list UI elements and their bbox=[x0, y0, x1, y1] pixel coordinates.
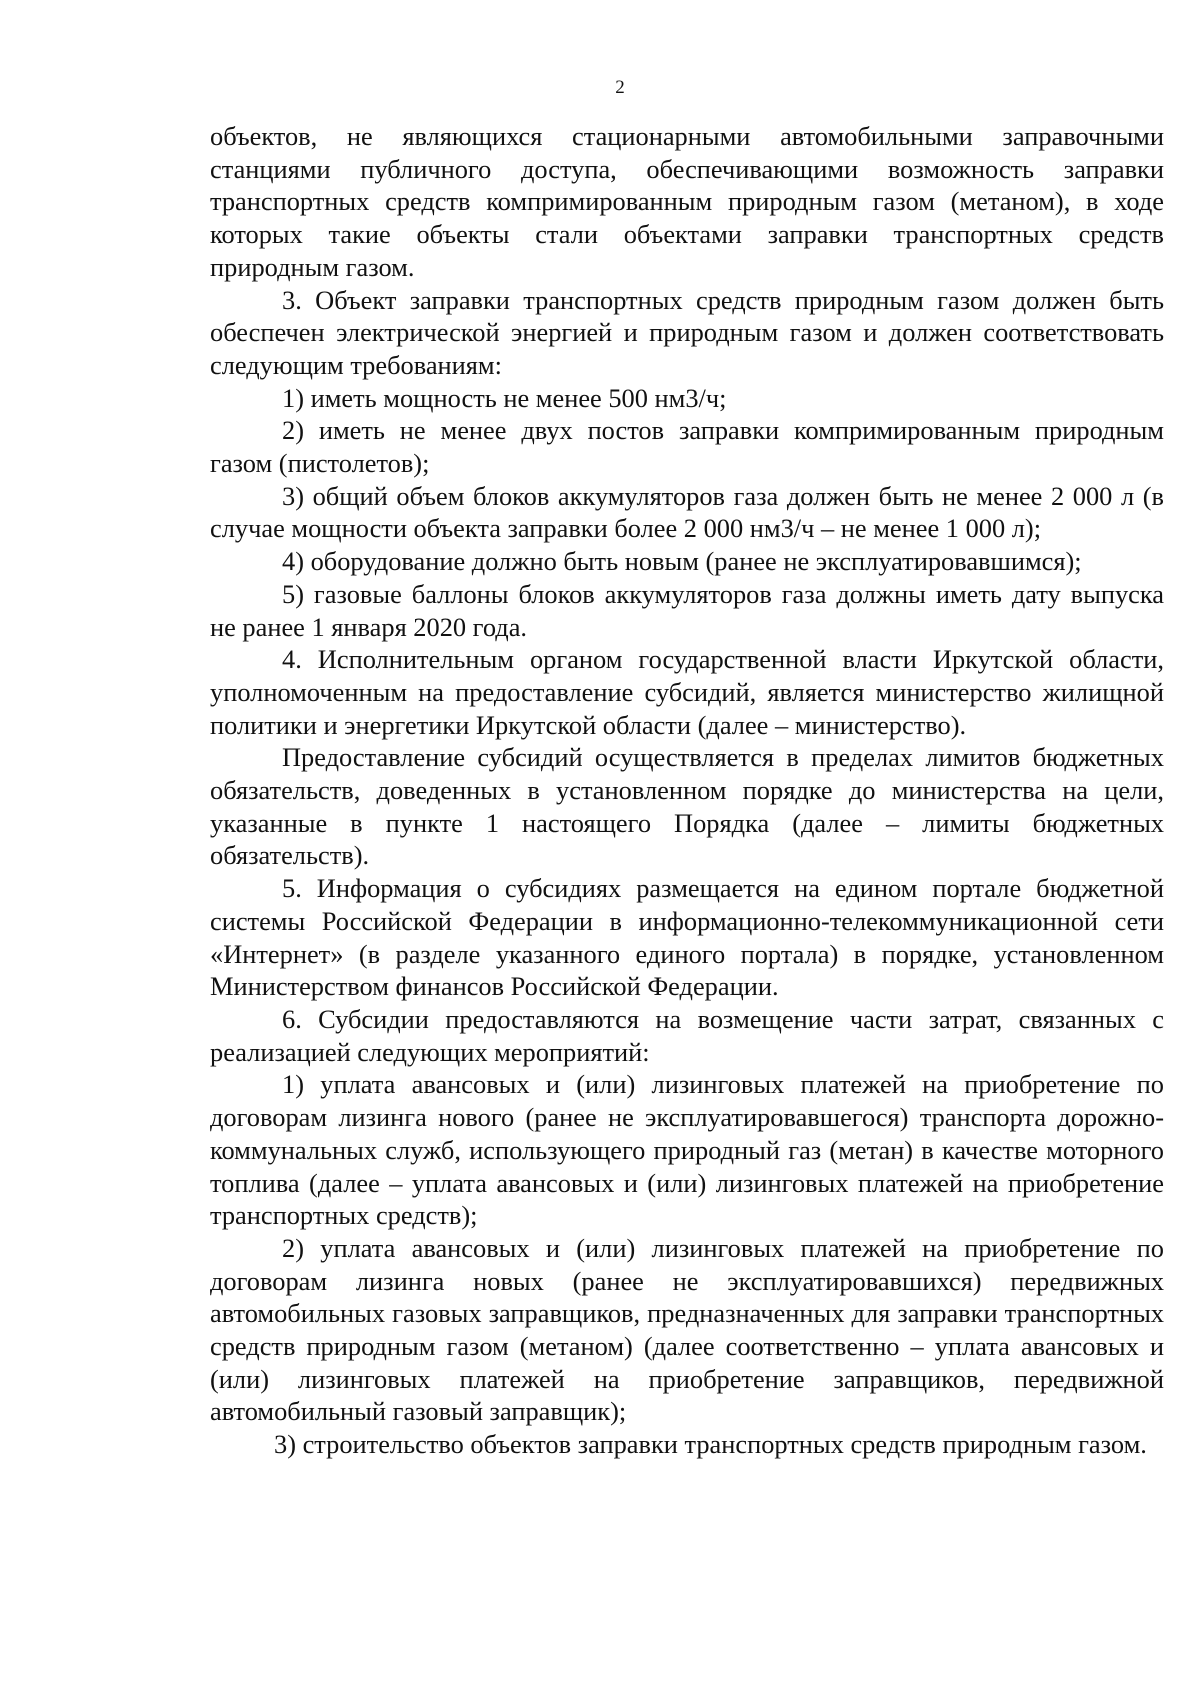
paragraph-clause-5: 5. Информация о субсидиях размещается на едином портале бюджетной системы Российской Федерации в информационно-телекоммуникационной сети «Интернет» (в разделе указанного единого портала) в порядке, установленном Министерством финансов Российской Федерации. bbox=[210, 873, 1164, 1002]
paragraph-continuation: объектов, не являющихся стационарными автомобильными заправочными станциями публичного доступа, обеспечивающими возможность заправки транспортных средств компримированным природным газом (метаном), в ходе которых такие объекты стали объектами заправки транспортных средств природным газом. bbox=[210, 121, 1164, 282]
paragraph-clause-3-item-5: 5) газовые баллоны блоков аккумуляторов газа должны иметь дату выпуска не ранее 1 января 2020 года. bbox=[210, 578, 1164, 642]
paragraph-clause-6-item-2: 2) уплата авансовых и (или) лизинговых платежей на приобретение по договорам лизинга новых (ранее не эксплуатировавшихся) передвижных автомобильных газовых заправщиков, предназначенных для заправки транспортных средств природным газом (метаном) (далее соответственно – уплата авансовых и (или) лизинговых платежей на приобретение заправщиков, передвижной автомобильный газовый заправщик); bbox=[210, 1232, 1164, 1427]
paragraph-clause-3: 3. Объект заправки транспортных средств природным газом должен быть обеспечен электрической энергией и природным газом и должен соответствовать следующим требованиям: bbox=[210, 284, 1164, 380]
document-body bbox=[210, 120, 1164, 1461]
paragraph-clause-6-item-1: 1) уплата авансовых и (или) лизинговых платежей на приобретение по договорам лизинга нового (ранее не эксплуатировавшегося) транспорта дорожно-коммунальных служб, использующего природный газ (метан) в качестве моторного топлива (далее – уплата авансовых и (или) лизинговых платежей на приобретение транспортных средств); bbox=[210, 1069, 1164, 1231]
paragraph-clause-3-item-3: 3) общий объем блоков аккумуляторов газа должен быть не менее 2 000 л (в случае мощности объекта заправки более 2 000 нм3/ч – не менее 1 000 л); bbox=[210, 480, 1164, 544]
paragraph-clause-3-item-2: 2) иметь не менее двух постов заправки компримированным природным газом (пистолетов); bbox=[210, 415, 1164, 479]
page-number: 2 bbox=[615, 77, 625, 98]
paragraph-clause-3-item-4: 4) оборудование должно быть новым (ранее не эксплуатировавшимся); bbox=[282, 546, 1082, 577]
paragraph-clause-6: 6. Субсидии предоставляются на возмещение части затрат, связанных с реализацией следующих мероприятий: bbox=[210, 1003, 1164, 1067]
paragraph-clause-6-item-3: 3) строительство объектов заправки транспортных средств природным газом. bbox=[274, 1429, 1147, 1460]
paragraph-clause-4-limits: Предоставление субсидий осуществляется в пределах лимитов бюджетных обязательств, доведенных в установленном порядке до министерства на цели, указанные в пункте 1 настоящего Порядка (далее – лимиты бюджетных обязательств). bbox=[210, 742, 1164, 871]
paragraph-clause-4: 4. Исполнительным органом государственной власти Иркутской области, уполномоченным на предоставление субсидий, является министерство жилищной политики и энергетики Иркутской области (далее – министерство). bbox=[210, 644, 1164, 740]
paragraph-clause-3-item-1: 1) иметь мощность не менее 500 нм3/ч; bbox=[282, 382, 727, 413]
